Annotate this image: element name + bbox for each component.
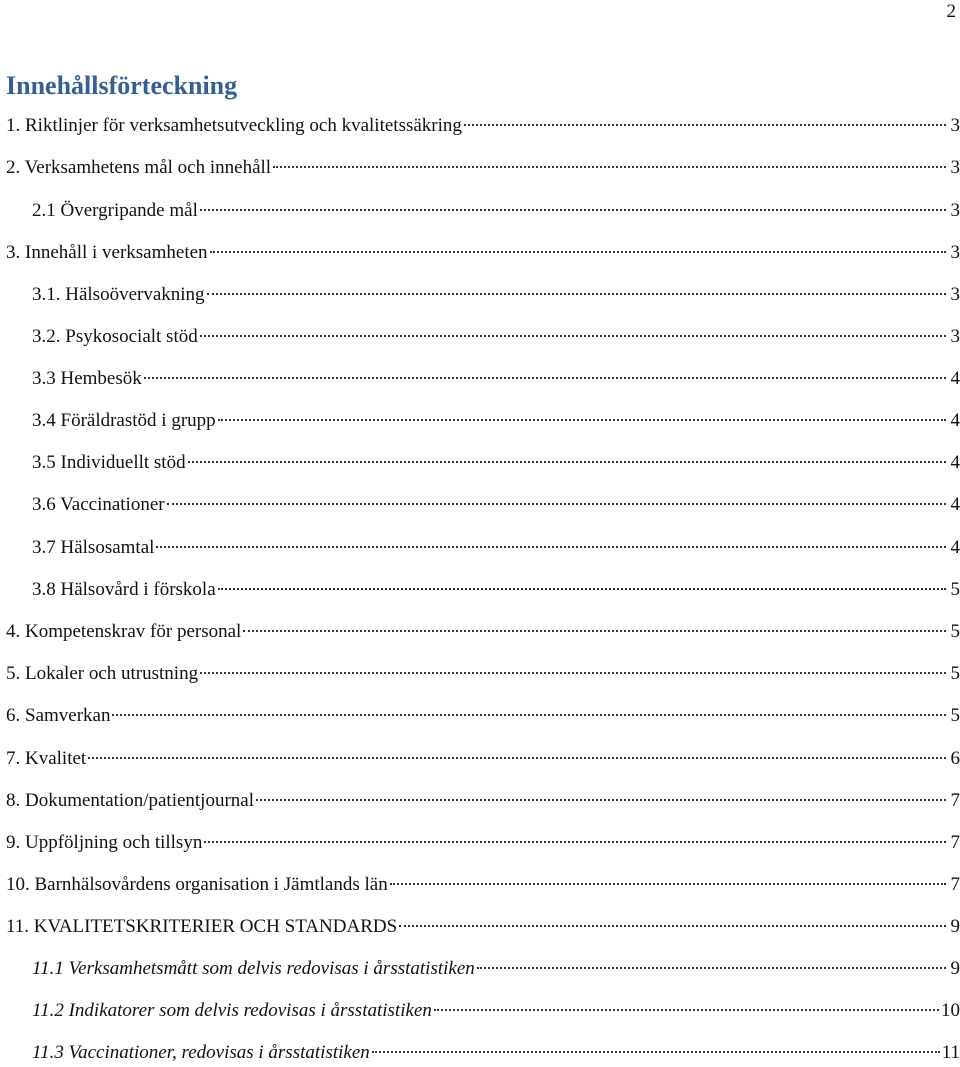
toc-entry-page: 5 xyxy=(950,621,960,642)
toc-entry-page: 4 xyxy=(950,537,960,558)
dot-leader xyxy=(88,757,946,759)
toc-entry-page: 3 xyxy=(950,284,960,305)
toc-entry-label: 3.7 Hälsosamtal xyxy=(32,537,155,558)
dot-leader xyxy=(204,841,946,843)
toc-entry-page: 6 xyxy=(950,748,960,769)
toc-entry-page: 9 xyxy=(950,958,960,979)
toc-entry-page: 5 xyxy=(950,579,960,600)
toc-entry-11-3[interactable] xyxy=(32,1039,960,1067)
toc-entry-2[interactable] xyxy=(6,154,960,182)
toc-entry-3-6[interactable] xyxy=(32,491,960,519)
toc-entry-page: 3 xyxy=(950,242,960,263)
toc-entry-3-8[interactable] xyxy=(32,576,960,604)
toc-entry-9[interactable] xyxy=(6,829,960,857)
toc-entry-page: 3 xyxy=(950,157,960,178)
page-number: 2 xyxy=(946,1,956,22)
toc-entry-page: 5 xyxy=(950,663,960,684)
dot-leader xyxy=(218,588,946,590)
toc-entry-3[interactable] xyxy=(6,239,960,267)
dot-leader xyxy=(218,419,946,421)
toc-entry-page: 3 xyxy=(950,115,960,136)
toc-entry-1[interactable] xyxy=(6,112,960,140)
dot-leader xyxy=(399,925,946,927)
toc-entry-11-1[interactable] xyxy=(32,955,960,983)
toc-entry-6[interactable] xyxy=(6,702,960,730)
dot-leader xyxy=(372,1051,940,1053)
dot-leader xyxy=(464,124,946,126)
toc-entry-3-1[interactable] xyxy=(32,281,960,309)
dot-leader xyxy=(200,209,946,211)
toc-entry-page: 4 xyxy=(950,368,960,389)
toc-entry-3-5[interactable] xyxy=(32,449,960,477)
toc-entry-label: 3.1. Hälsoövervakning xyxy=(32,284,205,305)
toc-entry-7[interactable] xyxy=(6,745,960,773)
toc-entry-3-2[interactable] xyxy=(32,323,960,351)
toc-entry-3-7[interactable] xyxy=(32,534,960,562)
dot-leader xyxy=(477,967,946,969)
toc-entry-3-4[interactable] xyxy=(32,407,960,435)
toc-entry-label: 3.8 Hälsovård i förskola xyxy=(32,579,216,600)
toc-entry-label: 6. Samverkan xyxy=(6,705,111,726)
toc-entry-label: 5. Lokaler och utrustning xyxy=(6,663,199,684)
toc-entry-3-3[interactable] xyxy=(32,365,960,393)
toc-entry-page: 11 xyxy=(941,1042,960,1063)
toc-entry-2-1[interactable] xyxy=(32,197,960,225)
toc-entry-label: 11.1 Verksamhetsmått som delvis redovisas i årsstatistiken xyxy=(32,958,475,979)
dot-leader xyxy=(390,883,946,885)
dot-leader xyxy=(144,377,946,379)
toc-entry-label: 9. Uppföljning och tillsyn xyxy=(6,832,203,853)
dot-leader xyxy=(112,714,946,716)
toc-entry-8[interactable] xyxy=(6,787,960,815)
toc-entry-5[interactable] xyxy=(6,660,960,688)
toc-entry-label: 3.4 Föräldrastöd i grupp xyxy=(32,410,216,431)
dot-leader xyxy=(167,503,946,505)
toc-entry-label: 3.6 Vaccinationer xyxy=(32,494,165,515)
dot-leader xyxy=(200,335,946,337)
toc-entry-label: 4. Kompetenskrav för personal xyxy=(6,621,242,642)
toc-entry-4[interactable] xyxy=(6,618,960,646)
toc-entry-page: 5 xyxy=(950,705,960,726)
toc-entry-label: 10. Barnhälsovårdens organisation i Jämtlands län xyxy=(6,874,388,895)
toc-entry-page: 7 xyxy=(950,832,960,853)
toc-entry-page: 7 xyxy=(950,874,960,895)
toc-entry-page: 7 xyxy=(950,790,960,811)
toc-entry-label: 2.1 Övergripande mål xyxy=(32,200,198,221)
toc-entry-label: 3. Innehåll i verksamheten xyxy=(6,242,208,263)
dot-leader xyxy=(200,672,946,674)
dot-leader xyxy=(207,293,946,295)
toc-entry-label: 3.2. Psykosocialt stöd xyxy=(32,326,198,347)
toc-entry-label: 2. Verksamhetens mål och innehåll xyxy=(6,157,272,178)
toc-entry-label: 11.3 Vaccinationer, redovisas i årsstatistiken xyxy=(32,1042,370,1063)
toc-entry-label: 3.5 Individuellt stöd xyxy=(32,452,186,473)
toc-entry-page: 4 xyxy=(950,410,960,431)
toc-entry-page: 9 xyxy=(950,916,960,937)
toc-title: Innehållsförteckning xyxy=(6,71,238,100)
toc-entry-label: 7. Kvalitet xyxy=(6,748,87,769)
dot-leader xyxy=(243,630,946,632)
toc-entry-page: 3 xyxy=(950,326,960,347)
dot-leader xyxy=(434,1009,939,1011)
toc-entry-page: 4 xyxy=(950,494,960,515)
dot-leader xyxy=(156,546,946,548)
dot-leader xyxy=(256,799,946,801)
dot-leader xyxy=(273,166,946,168)
toc-entry-10[interactable] xyxy=(6,871,960,899)
toc-entry-label: 8. Dokumentation/patientjournal xyxy=(6,790,255,811)
toc-entry-page: 3 xyxy=(950,200,960,221)
toc-entry-label: 11. KVALITETSKRITERIER OCH STANDARDS xyxy=(6,916,398,937)
toc-entry-11-2[interactable] xyxy=(32,997,960,1025)
toc-entry-label: 11.2 Indikatorer som delvis redovisas i årsstatistiken xyxy=(32,1000,432,1021)
toc-entry-11[interactable] xyxy=(6,913,960,941)
toc-entry-label: 3.3 Hembesök xyxy=(32,368,142,389)
toc-entry-page: 4 xyxy=(950,452,960,473)
dot-leader xyxy=(188,461,946,463)
toc-entry-page: 10 xyxy=(941,1000,960,1021)
toc-entry-label: 1. Riktlinjer för verksamhetsutveckling och kvalitetssäkring xyxy=(6,115,462,136)
dot-leader xyxy=(210,251,946,253)
